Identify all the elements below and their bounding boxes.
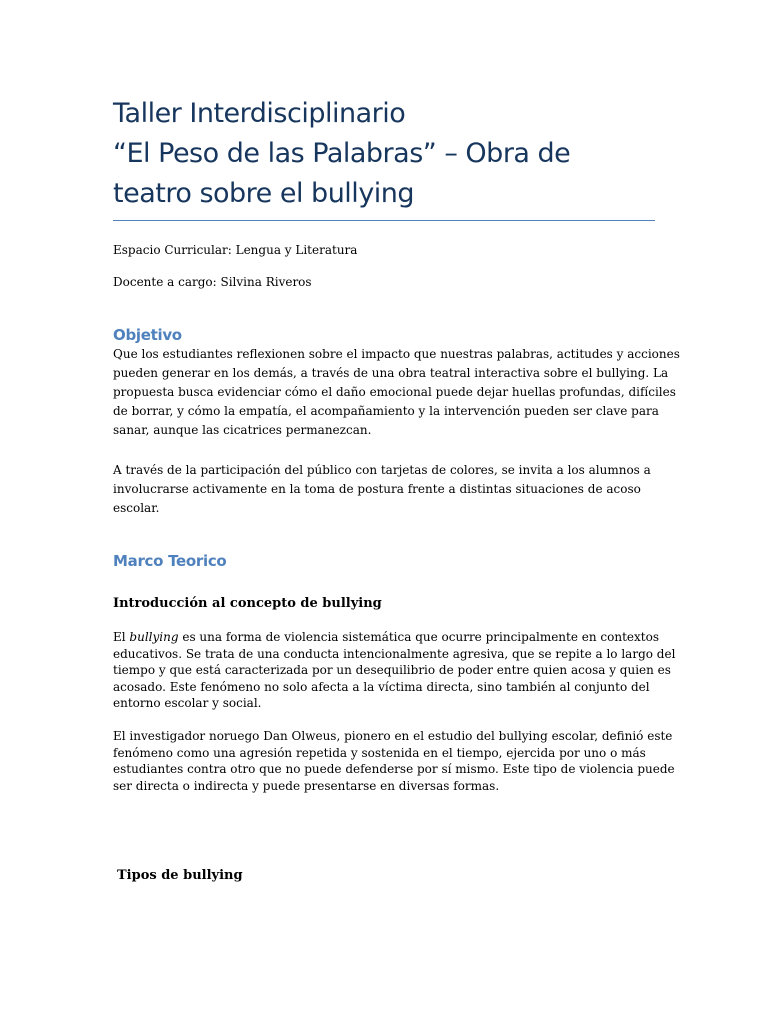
text-line: de borrar, y cómo la empatía, el acompañamiento y la intervención pueden ser clave para [113, 404, 659, 418]
objetivo-paragraph-2 [113, 461, 653, 518]
text-line: involucrarse activamente en la toma de postura frente a distintas situaciones de acoso [113, 482, 641, 496]
text-line: entorno escolar y social. [113, 696, 262, 710]
document-title [113, 94, 655, 214]
text-segment: El [113, 630, 130, 644]
marco-paragraph-2 [113, 728, 675, 794]
title-divider [113, 220, 655, 221]
objetivo-paragraph-1 [113, 345, 680, 440]
text-line: El investigador noruego Dan Olweus, pionero en el estudio del bullying escolar, definió este [113, 729, 673, 743]
text-line: escolar. [113, 501, 160, 515]
text-line: sanar, aunque las cicatrices permanezcan. [113, 423, 372, 437]
text-line: estudiantes contra otro que no puede defenderse por sí mismo. Este tipo de violencia puede [113, 762, 675, 776]
text-segment: es una forma de violencia sistemática que ocurre principalmente en contextos [178, 630, 659, 644]
title-line-1: Taller Interdisciplinario [113, 98, 406, 129]
text-line: Que los estudiantes reflexionen sobre el impacto que nuestras palabras, actitudes y acciones [113, 347, 680, 361]
docente: Docente a cargo: Silvina Riveros [113, 275, 312, 289]
intro-bullying-heading: Introducción al concepto de bullying [113, 596, 382, 611]
text-line: educativos. Se trata de una conducta intencionalmente agresiva, que se repite a lo largo del [113, 646, 676, 661]
title-line-2: “El Peso de las Palabras” – Obra de [113, 138, 571, 169]
text-line: pueden generar en los demás, a través de una obra teatral interactiva sobre el bullying. La [113, 366, 669, 380]
text-line: A través de la participación del público con tarjetas de colores, se invita a los alumnos a [113, 463, 651, 477]
bullying-italic: bullying [129, 630, 179, 644]
objetivo-heading: Objetivo [113, 326, 182, 344]
text-line: ser directa o indirecta y puede presentarse en diversas formas. [113, 778, 500, 793]
marco-teorico-heading: Marco Teorico [113, 552, 227, 570]
marco-paragraph-1 [113, 629, 676, 712]
espacio-curricular: Espacio Curricular: Lengua y Literatura [113, 243, 358, 257]
tipos-bullying-heading: Tipos de bullying [117, 868, 243, 883]
title-line-3: teatro sobre el bullying [113, 178, 415, 209]
text-line: fenómeno como una agresión repetida y sostenida en el tiempo, ejercida por uno o más [113, 745, 646, 760]
text-line: acosado. Este fenómeno no solo afecta a la víctima directa, sino también al conjunto del [113, 679, 650, 694]
text-line: tiempo y que está caracterizada por un desequilibrio de poder entre quien acosa y quien es [113, 663, 671, 677]
text-line: propuesta busca evidenciar cómo el daño emocional puede dejar huellas profundas, difíciles [113, 385, 676, 399]
text-line [113, 629, 659, 646]
